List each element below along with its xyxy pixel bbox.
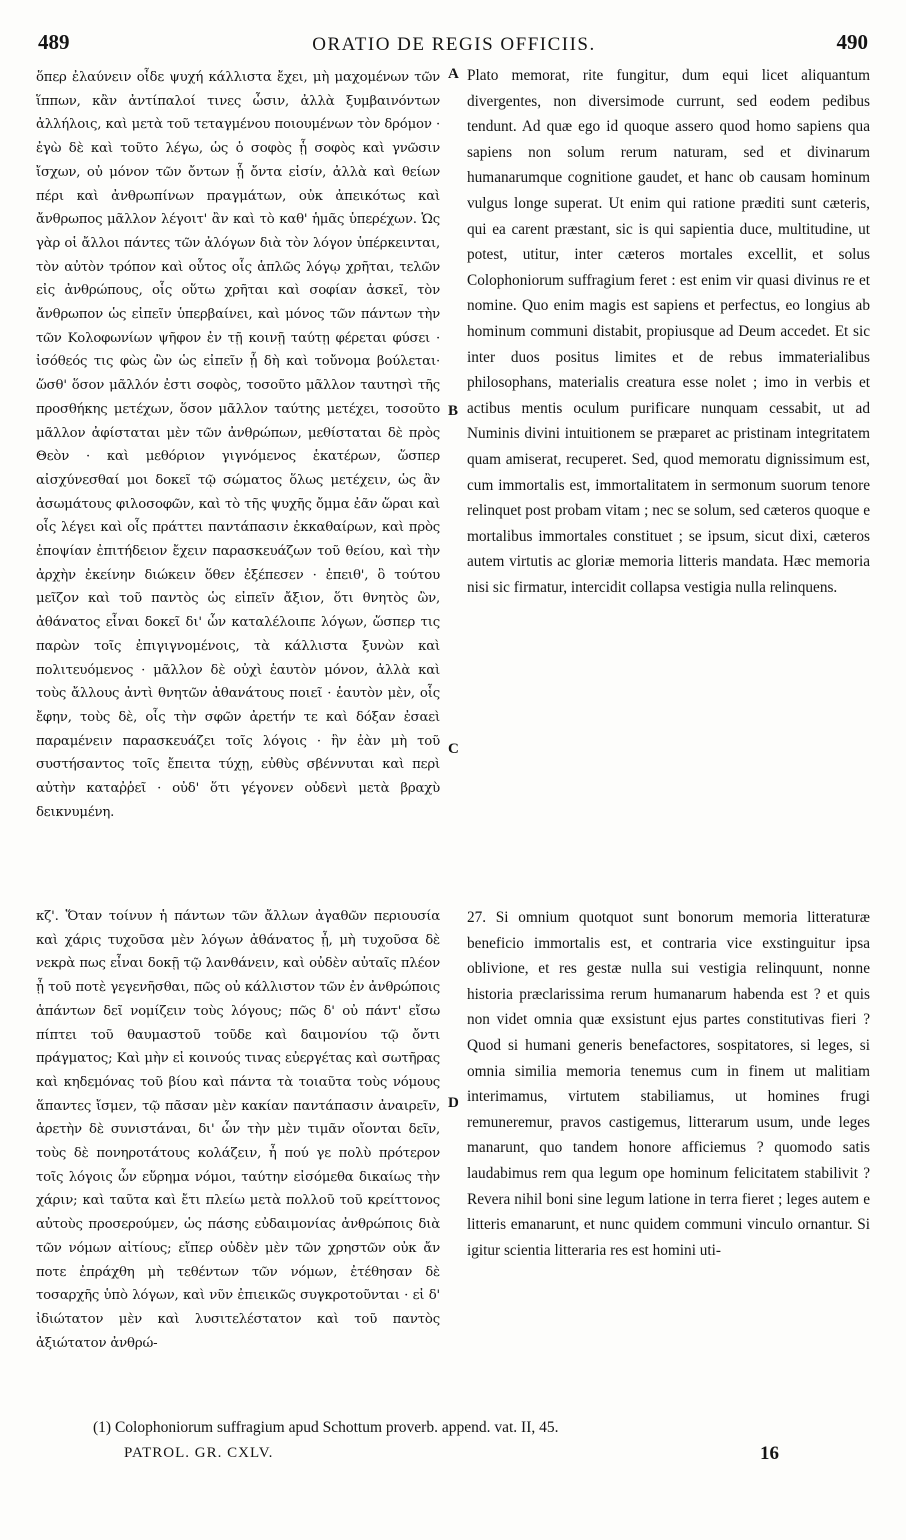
running-title: ORATIO DE REGIS OFFICIIS. bbox=[312, 34, 596, 55]
greek-column-section-2 bbox=[36, 905, 440, 1355]
latin-column-section-1 bbox=[467, 63, 870, 600]
latin-paragraph: 27. Si omnium quotquot sunt bonorum memoria litteraturæ beneficio immortalis est, et contraria vice exstinguitur ipsa oblivione, et res gestæ nulla sui vestigia relinquunt, nonne historia præclarissima rerum humanarum habenda est ? et quis non videt omnia quæ exsistunt ejus partes constitutivas fieri ? Quod si humani generis benefactores, sospitatores, si leges, si omnia similia memoria tenemus cum in finem ut malitiam interimamus, virtutem stabiliamus, ut homines frugi remuneremur, pravos castigemus, litterarum usum, unde leges manarunt, quo tandem honore afficiemus ? quomodo satis laudabimus rem qua legum ope hominum felicitatem stabilivit ? Revera nihil boni sine legum latione in terra fieret ; leges autem e litteris emanarunt, et nunc quidem communi vinculo ornantur. Si igitur scientia litteraria res est homini uti- bbox=[467, 909, 870, 1259]
margin-marker-b: B bbox=[448, 403, 459, 419]
greek-paragraph: κζ'. Ὅταν τοίνυν ἡ πάντων τῶν ἄλλων ἀγαθῶν περιουσία καὶ χάρις τυχοῦσα μὲν λόγων ἀθάνατος ᾖ, μὴ τυχοῦσα δὲ νεκρὰ πως εἶναι δοκῇ τῷ λανθάνειν, καὶ οὐδὲν αὐταῖς πλέον ᾖ τοῦ ποτὲ γεγενῆσθαι, πῶς οὐ κάλλιστον τῶν ἐν ἀνθρώποις ἁπάντων δεῖ νομίζειν τοὺς λόγους; πῶς δ' οὐ πάντ' εἴσω πίπτει τοῦ θαυμαστοῦ τοῦδε καὶ δαιμονίου τῷ ὄντι πράγματος; Καὶ μὴν εἰ κοινούς τινας εὐεργέτας καὶ σωτῆρας καὶ κηδεμόνας τοῦ βίου καὶ πάντα τὰ τοιαῦτα τοὺς νόμους ἅπαντες ἴσμεν, τῷ πᾶσαν μὲν κακίαν παντάπασιν ἀναιρεῖν, ἀρετὴν δὲ συνιστάναι, δι' ὧν τὴν μὲν τιμᾶν οἴονται δεῖν, τοὺς δὲ πονηροτάτους κολάζειν, ἦ πού γε πολὺ πρότερον τοῖς λόγοις ὧν εὕρημα νόμοι, ταύτην εἰσόμεθα δικαίως τὴν χάριν; καὶ ταῦτα καὶ ἔτι πλείω μετὰ πολλοῦ τοῦ κρείττονος αὐτοὺς προσερούμεν, ὡς πάσης εὐδαιμονίας ἀνθρώποις διὰ τῶν νόμων αἰτίους; εἴπερ οὐδὲν μὲν τῶν χρηστῶν οὐκ ἄν ποτε ἐπράχθη μὴ τεθέντων τῶν νόμων, ἐτέθησαν δὲ τοσαρχῆς ὑπὸ λόγων, καὶ νῦν ἐπιεικῶς συγκροτοῦνται · εἰ δ' ἰδιώτατον μὲν καὶ λυσιτελέστατον καὶ τοῦ παντὸς ἀξιώτατον ἀνθρώ- bbox=[36, 909, 440, 1351]
greek-paragraph: ὅπερ ἐλαύνειν οἶδε ψυχή κάλλιστα ἔχει, μὴ μαχομένων τῶν ἵππων, κἂν ἀντίπαλοί τινες ὦσιν, ἀλλὰ ξυμβαινόντων ἀλλήλοις, καὶ μετὰ τοῦ τεταγμένου ποιουμένων τὸν δρόμον · ἐγὼ δὲ καὶ τοῦτο λέγω, ὡς ὁ σοφὸς ᾗ σοφὸς καὶ γνῶσιν ἴσχων, οὐ μόνον τῶν ὄντων ᾗ ὄντα εἰσίν, ἀλλὰ καὶ θείων πέρι καὶ ἀνθρωπίνων πραγμάτων, οὐκ ἀπεικότως καὶ ἄνθρωπος μᾶλλον λέγοιτ' ἂν καὶ τὸ καθ' ἡμᾶς ὑπερέχων. Ὡς γὰρ οἱ ἄλλοι πάντες τῶν ἀλόγων διὰ τὸν λόγον ὑπέρκεινται, τὸν αὐτὸν τρόπον καὶ οὗτος οἷς ἁπλῶς λόγῳ χρῆται, τελῶν εἰς ἀνθρώπους, οἷς οὕτω χρῆται καὶ σοφίαν ἀσκεῖ, τὸν ἄνθρωπον ὡς εἰπεῖν ὑπερβαίνει, καὶ μόνος τῶν πάντων τὴν τῶν Κολοφωνίων ψῆφον ἐν τῇ κοινῇ ταύτῃ φέρεται φύσει · ἰσόθεός τις φὼς ὢν ὡς εἰπεῖν ᾗ δὴ καὶ τοὔνομα βούλεται· ὥσθ' ὅσον μᾶλλόν ἐστι σοφὸς, τοσοῦτο μᾶλλον ταυτησὶ τῆς προσθήκης μετέχων, ὅσον μᾶλλον ταύτης μετέχει, τοσοῦτο μᾶλλον ἀφίσταται μὲν τῶν ἀνθρώπων, μεθίσταται δὲ πρὸς Θεὸν · καὶ μεθόριον γιγνόμενος ἑκατέρων, ὥσπερ αἰσχύνεσθαί μοι δοκεῖ τῷ σώματος ὅλως μετέχειν, ὡς ἂν ἀσωμάτους φιλοσοφῶν, καὶ τὸ τῆς ψυχῆς ὄμμα ἐᾶν ὥραι καὶ οἷς λέγει καὶ οἷς πράττει παντάπασιν ἐκκαθαίρων, καὶ πρὸς ἐποψίαν ἐπιτήδειον ἔχειν παρασκευάζων τοῦ θείου, καὶ τὴν ἀρχὴν ἐκείνην διώκειν ὅθεν ἐξέπεσεν · ἐπειθ', ὃ τούτου μεῖζον καὶ τοῦ παντὸς ὡς εἰπεῖν ἄξιον, ὅτι θνητὸς ὢν, ἀθάνατος εἶναι δοκεῖ δι' ὧν καταλέλοιπε λόγων, ὥσπερ τις παρὼν τοῖς ἐπιγιγνομένοις, τὰ κάλλιστα ξυνὼν καὶ πολιτευόμενος · μᾶλλον δὲ οὐχὶ ἑαυτὸν μόνον, ἀλλὰ καὶ τοὺς ἄλλους ἀντὶ θνητῶν ἀθανάτους ποιεῖ · ἑαυτὸν μὲν, οἷς ἔφην, τοὺς δὲ, οἷς τὴν σφῶν ἀρετήν τε καὶ δόξαν ἐσαεὶ παραμένειν παρασκευάζει τοῖς λόγοις · ἣν ἐὰν μὴ τοῦ συστήσαντος τοῖς ἔπειτα τύχῃ, εὐθὺς σβέννυται καὶ περὶ αὐτὴν καταῤῥεῖ · οὐδ' ὅτι γέγονεν οὐδενὶ μετὰ βραχὺ δεικνυμένη. bbox=[36, 70, 440, 820]
right-page-number: 490 bbox=[836, 30, 868, 54]
margin-marker-c: C bbox=[448, 741, 459, 757]
margin-marker-d: D bbox=[448, 1095, 459, 1111]
series-line: PATROL. GR. CXLV. bbox=[124, 1445, 274, 1461]
latin-paragraph: Plato memorat, rite fungitur, dum equi licet aliquantum divergentes, non diversimode currunt, sed eodem pedibus tendunt. Ad quæ ego id quoque assero quod homo sapiens qua sapiens non solum rerum naturam, sed et divinarum humanarumque cognitione gaudet, et hanc ob causam hominum vulgus longe superat. Ut enim qui ratione præditi sunt cæteris, qui ea carent præstant, sic is qui sapientia duce, multitudine, ut potest, utitur, inter cæteros mortales excellit, et solus Colophoniorum suffragium feret : est enim vir quasi divinus re et nomine. Quo enim magis est sapiens et perfectus, eo longius ab hominum communi distabit, propiusque ad Deum accedet. Et sic inter duos positus limites et de rebus immaterialibus philosophans, materialis creatura esse nolet ; imo in verbis et actibus mentis oculum purificare nunquam cessabit, ut ad Numinis divini intuitionem se præparet ac pristinam integritatem quam amiserat, recuperet. Sed, quod memoratu dignissimum est, cum immortalis est, immortalitatem in sermonum suorum tenore relinquet post probam vitam ; nec se solum, sed cæteros quoque e mortalibus immortales constituet ; se ipsum, sicut dixi, cæteros autem virtutis ac gloriæ memoria litteris mandata. Hæc memoria nisi sic firmatur, intercidit collapsa vestigia nulla relinquens. bbox=[467, 67, 870, 596]
left-page-number: 489 bbox=[38, 30, 70, 54]
page-header bbox=[36, 30, 872, 64]
margin-marker-a: A bbox=[448, 66, 459, 82]
signature-mark: 16 bbox=[760, 1443, 779, 1464]
greek-column-section-1 bbox=[36, 66, 440, 825]
footnote: (1) Colophoniorum suffragium apud Schottum proverb. append. vat. II, 45. bbox=[93, 1419, 559, 1436]
latin-column-section-2 bbox=[467, 905, 870, 1263]
